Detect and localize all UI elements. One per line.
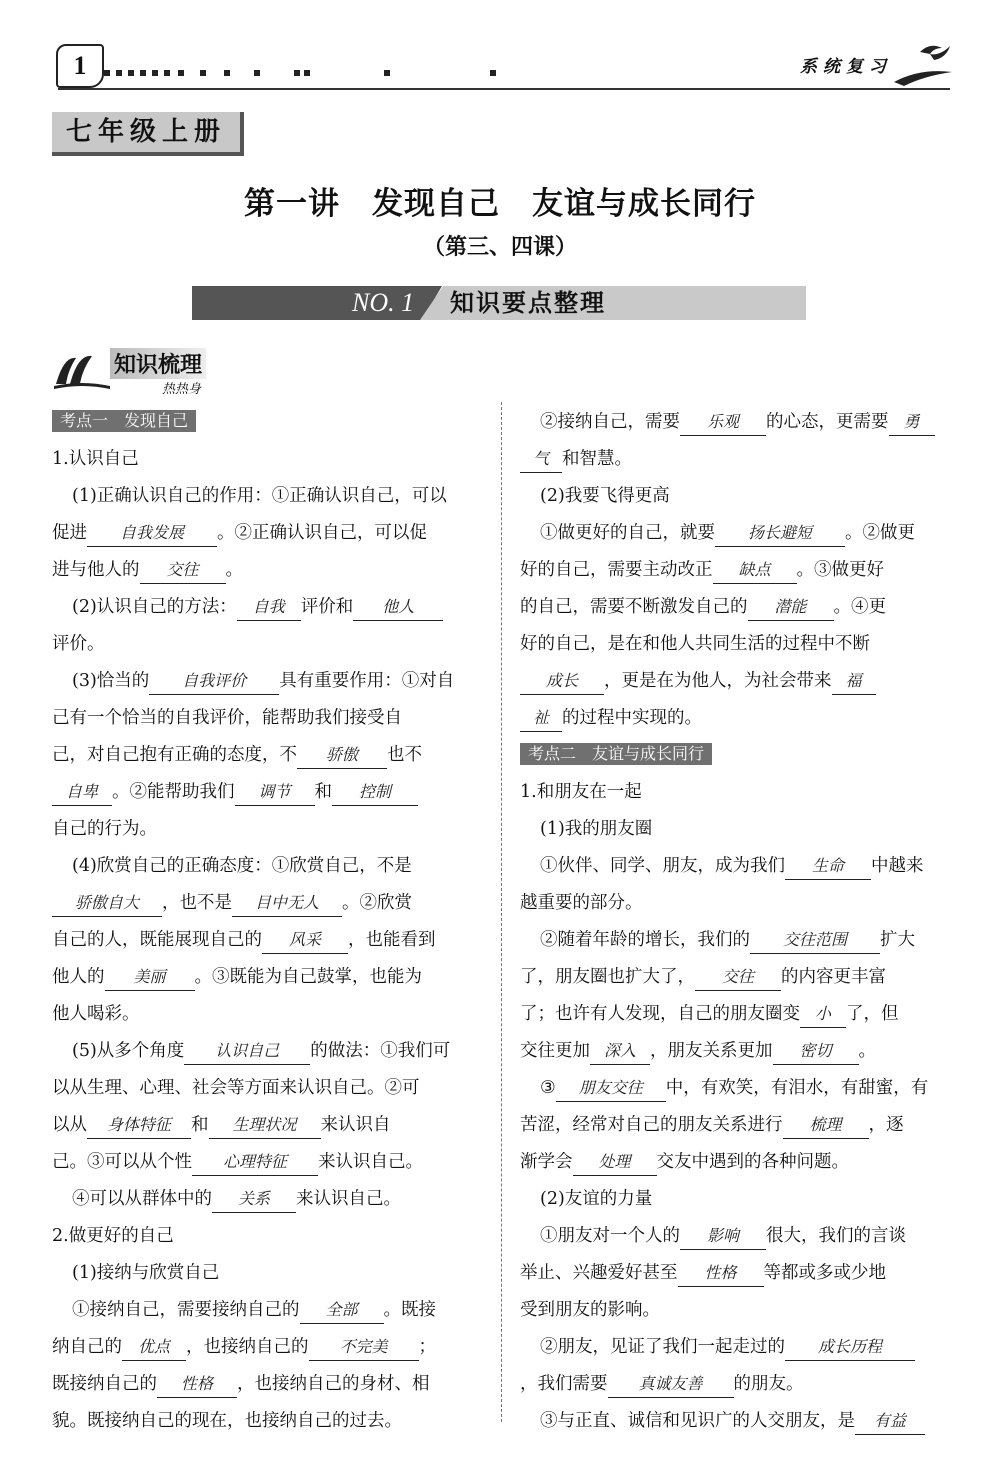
text-line: 貌。既接纳自己的现在，也接纳自己的过去。 — [52, 1411, 402, 1431]
text-line: 受到朋友的影响。 — [520, 1300, 660, 1320]
blank-answer: 自我发展 — [87, 520, 217, 547]
text-line: (4)欣赏自己的正确态度：①欣赏自己，不是 — [72, 856, 412, 876]
text-line: 举止、兴趣爱好甚至 性格 等都或多或少地 — [520, 1255, 950, 1292]
blank-answer: 乐观 — [680, 409, 766, 436]
text-line: ②朋友，见证了我们一起走过的 成长历程 — [520, 1329, 950, 1366]
text-line: 气 和智慧。 — [520, 441, 950, 478]
text-line: 自己的人，既能展现自己的 风采 ，也能看到 — [52, 922, 482, 959]
blank-answer: 生命 — [785, 853, 871, 880]
text-line: 以从生理、心理、社会等方面来认识自己。②可 — [52, 1078, 420, 1098]
text-line: ③与正直、诚信和见识广的人交朋友，是 有益 — [520, 1403, 950, 1440]
blank-answer: 目中无人 — [232, 890, 342, 917]
blank-answer: 成长历程 — [785, 1334, 915, 1361]
text-line: ①做更好的自己，就要 扬长避短 。②做更 — [520, 515, 950, 552]
blank-answer: 优点 — [122, 1334, 186, 1361]
blank-answer: 交往 — [140, 557, 226, 584]
blank-answer: 朋友交往 — [556, 1075, 666, 1102]
blank-answer: 扬长避短 — [715, 520, 845, 547]
blank-answer: 交往范围 — [750, 927, 880, 954]
blank-answer: 自我评价 — [149, 668, 279, 695]
blank-answer: 小 — [800, 1001, 846, 1028]
text-line: ③ 朋友交往 中，有欢笑，有泪水，有甜蜜，有 — [520, 1070, 950, 1107]
text-line: 了；也许有人发现，自己的朋友圈变 小 了，但 — [520, 996, 950, 1033]
text-line: (1)正确认识自己的作用：①正确认识自己，可以 — [72, 486, 447, 506]
blank-answer: 不完美 — [309, 1334, 419, 1361]
lecture-title: 第一讲 发现自己 友谊与成长同行 — [244, 186, 756, 222]
text-line: 成长 ，更是在为他人，为社会带来 福 — [520, 663, 950, 700]
blank-answer: 影响 — [680, 1223, 766, 1250]
text-line: 促进 自我发展 。②正确认识自己，可以促 — [52, 515, 482, 552]
text-line: 己有一个恰当的自我评价，能帮助我们接受自 — [52, 708, 402, 728]
text-line: 渐学会 处理 交友中遇到的各种问题。 — [520, 1144, 950, 1181]
bird-icon — [890, 38, 960, 88]
blank-answer: 风采 — [262, 927, 348, 954]
text-line: 了，朋友圈也扩大了， 交往 的内容更丰富 — [520, 959, 950, 996]
blank-answer: 心理特征 — [192, 1149, 318, 1176]
right-column — [520, 404, 950, 1440]
blank-answer: 控制 — [332, 779, 418, 806]
text-line: 1.认识自己 — [52, 449, 139, 469]
text-line: 纳自己的 优点 ，也接纳自己的 不完美 ； — [52, 1329, 482, 1366]
blank-answer: 自卑 — [52, 779, 112, 806]
blank-answer: 他人 — [353, 594, 443, 621]
blank-answer: 潜能 — [748, 594, 834, 621]
blank-answer: 生理状况 — [209, 1112, 321, 1139]
text-line: 己。③可以从个性 心理特征 来认识自己。 — [52, 1144, 482, 1181]
text-line: 1.和朋友在一起 — [520, 782, 642, 802]
blank-answer: 全部 — [300, 1297, 384, 1324]
blank-answer: 骄傲自大 — [52, 890, 162, 917]
blank-answer: 深入 — [590, 1038, 650, 1065]
left-column — [52, 404, 482, 1440]
text-line: 苦涩，经常对自己的朋友关系进行 梳理 ，逐 — [520, 1107, 950, 1144]
blank-answer: 性格 — [678, 1260, 764, 1287]
column-divider — [501, 402, 502, 1422]
text-line: (5)从多个角度 认识自己 的做法：①我们可 — [52, 1033, 482, 1070]
banner-title: 知识要点整理 — [450, 289, 606, 317]
blank-answer: 福 — [832, 668, 876, 695]
text-line: 自卑 。②能帮助我们 调节 和 控制 — [52, 774, 482, 811]
text-line: 骄傲自大 ，也不是 目中无人 。②欣赏 — [52, 885, 482, 922]
text-line: 评价。 — [52, 634, 105, 654]
knowledge-subtitle: 热热身 — [162, 382, 202, 397]
blank-answer: 真诚友善 — [608, 1371, 734, 1398]
key-point-heading: 考点二 友谊与成长同行 — [520, 743, 712, 765]
blank-answer: 气 — [520, 446, 562, 473]
blank-answer: 性格 — [157, 1371, 237, 1398]
text-line: ①接纳自己，需要接纳自己的 全部 。既接 — [52, 1292, 482, 1329]
blank-answer: 交往 — [695, 964, 781, 991]
blank-answer: 缺点 — [713, 557, 797, 584]
blank-answer: 密切 — [773, 1038, 859, 1065]
blank-answer: 处理 — [573, 1149, 657, 1176]
header-rule — [58, 88, 950, 90]
text-line: ④可以从群体中的 关系 来认识自己。 — [52, 1181, 482, 1218]
text-line: 他人的 美丽 。③既能为自己鼓掌，也能为 — [52, 959, 482, 996]
blank-answer: 梳理 — [783, 1112, 869, 1139]
blank-answer: 骄傲 — [297, 742, 387, 769]
text-line: ②接纳自己，需要 乐观 的心态，更需要 勇 — [520, 404, 950, 441]
text-line: ①伙伴、同学、朋友，成为我们 生命 中越来 — [520, 848, 950, 885]
key-point-heading: 考点一 发现自己 — [52, 410, 196, 432]
text-line: 自己的行为。 — [52, 819, 157, 839]
blank-answer: 祉 — [520, 705, 562, 732]
text-line: ②随着年龄的增长，我们的 交往范围 扩大 — [520, 922, 950, 959]
grade-badge: 七年级上册 — [52, 112, 244, 156]
knowledge-header — [52, 346, 252, 398]
text-line: 越重要的部分。 — [520, 893, 643, 913]
text-line: (1)我的朋友圈 — [540, 819, 653, 839]
text-line: 祉 的过程中实现的。 — [520, 700, 950, 737]
text-line: 进与他人的 交往 。 — [52, 552, 482, 589]
text-line: 好的自己，需要主动改正 缺点 。③做更好 — [520, 552, 950, 589]
blank-answer: 成长 — [520, 668, 604, 695]
banner-number: NO. 1 — [352, 288, 415, 317]
blank-answer: 认识自己 — [184, 1038, 310, 1065]
text-line: 既接纳自己的 性格 ，也接纳自己的身材、相 — [52, 1366, 482, 1403]
section-banner — [192, 286, 806, 320]
blank-answer: 美丽 — [105, 964, 195, 991]
blank-answer: 勇 — [889, 409, 935, 436]
text-line: (3)恰当的 自我评价 具有重要作用：①对自 — [52, 663, 482, 700]
text-line: 交往更加 深入 ，朋友关系更加 密切 。 — [520, 1033, 950, 1070]
blank-answer: 调节 — [235, 779, 315, 806]
book-swoosh-icon — [52, 350, 112, 390]
text-line: ①朋友对一个人的 影响 很大，我们的言谈 — [520, 1218, 950, 1255]
header-section-label: 系统复习 — [800, 57, 892, 77]
lesson-subtitle: （第三、四课） — [422, 235, 577, 260]
blank-answer: 自我 — [237, 594, 301, 621]
text-line: ，我们需要 真诚友善 的朋友。 — [520, 1366, 950, 1403]
knowledge-title: 知识梳理 — [110, 348, 206, 379]
text-line: 以从 身体特征 和 生理状况 来认识自 — [52, 1107, 482, 1144]
header-dots — [104, 70, 504, 80]
text-line: 2.做更好的自己 — [52, 1226, 174, 1246]
blank-answer: 身体特征 — [87, 1112, 191, 1139]
text-line: 他人喝彩。 — [52, 1004, 140, 1024]
text-line: (1)接纳与欣赏自己 — [72, 1263, 220, 1283]
text-line: 好的自己，是在和他人共同生活的过程中不断 — [520, 634, 870, 654]
text-line: (2)我要飞得更高 — [540, 486, 670, 506]
blank-answer: 有益 — [855, 1408, 925, 1435]
text-line: (2)友谊的力量 — [540, 1189, 653, 1209]
page-number: 1 — [56, 44, 104, 88]
text-line: (2)认识自己的方法： 自我 评价和 他人 — [52, 589, 482, 626]
text-line: 的自己，需要不断激发自己的 潜能 。④更 — [520, 589, 950, 626]
text-line: 己，对自己抱有正确的态度，不 骄傲 也不 — [52, 737, 482, 774]
blank-answer: 关系 — [212, 1186, 296, 1213]
